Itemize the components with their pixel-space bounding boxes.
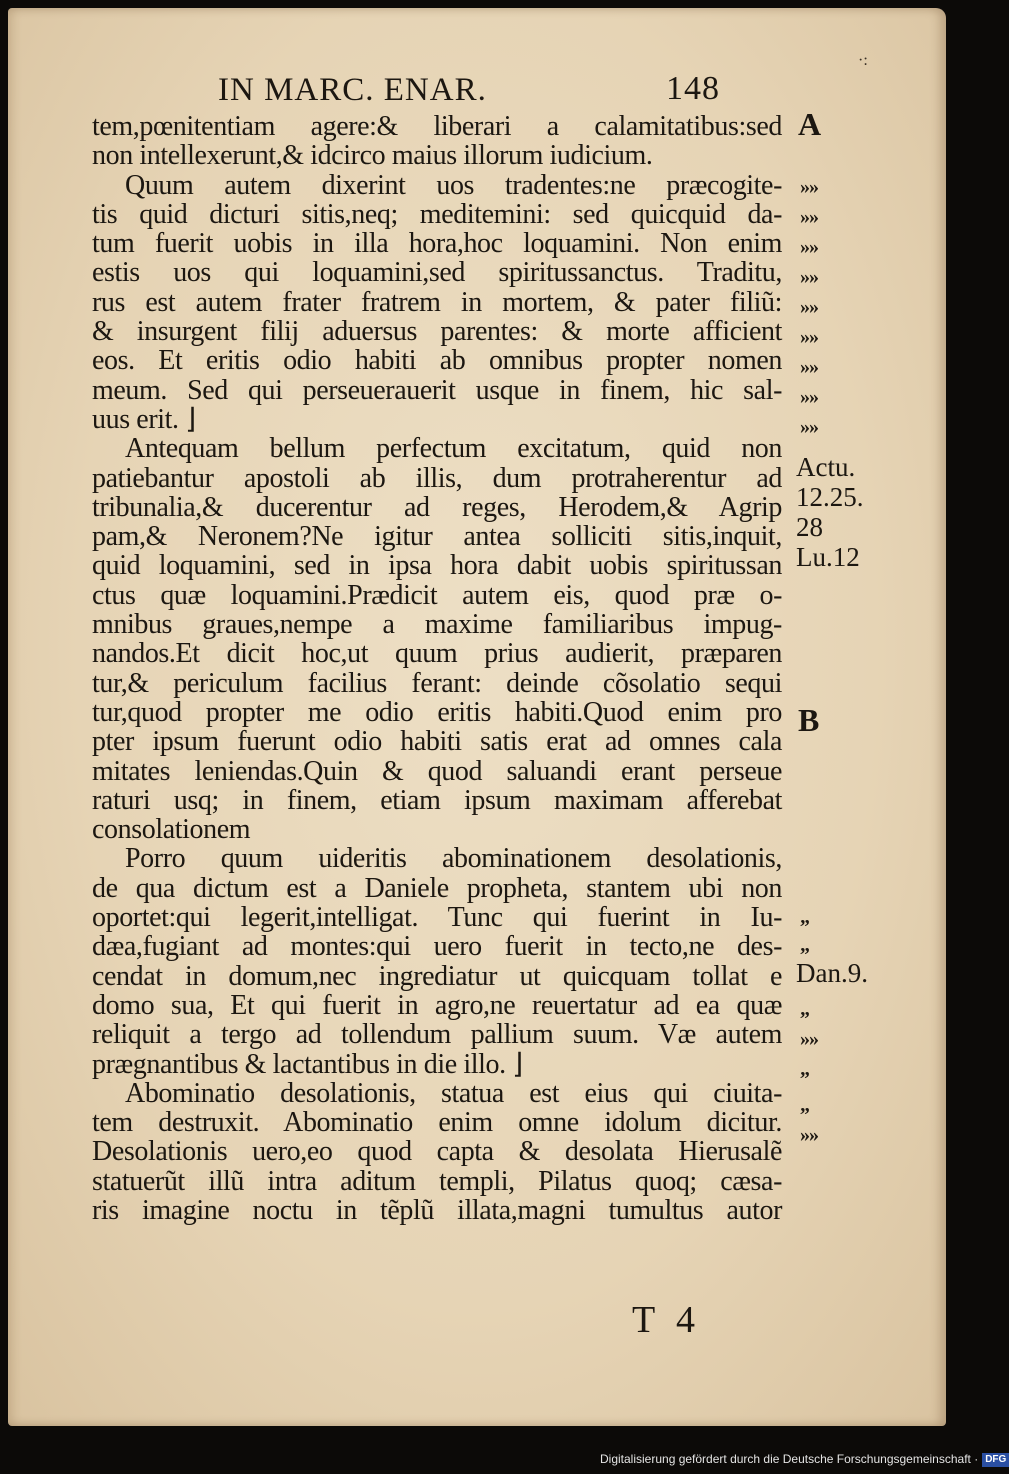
digitization-credit	[600, 1452, 1007, 1470]
text-line: ctus quæ loquamini.Prædicit autem eis, quod præ o-	[92, 579, 782, 611]
quote-mark: »»	[800, 236, 818, 258]
text-line: oportet:qui legerit,intelligat. Tunc qui fuerint in Iu-	[92, 902, 782, 934]
text-line: raturi usq; in finem, etiam ipsum maximam afferebat	[92, 784, 782, 816]
text-line: dæa,fugiant ad montes:qui uero fuerit in tecto,ne des-	[92, 931, 782, 963]
text-line: prægnantibus & lactantibus in die illo. ⌋	[92, 1048, 523, 1080]
text-line: pter ipsum fuerunt odio habiti satis erat ad omnes cala	[92, 726, 782, 758]
text-line: tur,& periculum facilius ferant: deinde cõsolatio sequi	[92, 667, 782, 699]
margin-reference: 12.25.	[796, 482, 864, 512]
margin-letter-b: B	[798, 702, 820, 738]
book-page	[8, 8, 946, 1426]
quote-mark: »»	[800, 416, 818, 438]
quote-mark: »»	[800, 296, 818, 318]
margin-reference: Lu.12	[796, 542, 860, 572]
text-line: quid loquamini, sed in ipsa hora dabit uobis spiritussan	[92, 550, 782, 582]
text-line: statuerũt illũ intra aditum templi, Pilatus quoq; cæsa-	[92, 1165, 782, 1197]
text-line: mitates leniendas.Quin & quod saluandi erant perseue	[92, 755, 782, 787]
text-line: Porro quum uideritis abominationem desolationis,	[125, 843, 782, 875]
page-header	[218, 72, 738, 112]
text-line: tem,pœnitentiam agere:& liberari a calamitatibus:sed	[92, 111, 782, 142]
quote-mark: „	[800, 1058, 809, 1080]
text-line: non intellexerunt,& idcirco maius illorum iudicium.	[92, 140, 653, 172]
text-line: estis uos qui loquamini,sed spiritussanctus. Traditu,	[92, 257, 782, 289]
margin-reference: 28	[796, 512, 823, 542]
body-text	[92, 112, 782, 1225]
text-line: tur,quod propter me odio eritis habiti.Quod enim pro	[92, 696, 782, 728]
text-line: Antequam bellum perfectum excitatum, quid non	[125, 433, 782, 465]
quote-mark: „	[800, 934, 809, 956]
text-line: reliquit a tergo ad tollendum pallium suum. Væ autem	[92, 1019, 782, 1051]
dfg-logo-icon: DFG	[982, 1453, 1009, 1467]
running-title: IN MARC. ENAR.	[218, 72, 487, 108]
text-line: Desolationis uero,eo quod capta & desolata Hierusalẽ	[92, 1136, 782, 1168]
quote-mark: »»	[800, 356, 818, 378]
quote-mark: »»	[800, 326, 818, 348]
text-line: cendat in domum,nec ingrediatur ut quicquam tollat e	[92, 960, 782, 992]
corner-mark: ·:	[858, 52, 868, 69]
text-line: patiebantur apostoli ab illis, dum protraherentur ad	[92, 462, 782, 494]
margin-reference: Actu.	[796, 452, 856, 482]
text-line: rus est autem frater fratrem in mortem, & pater filiũ:	[92, 286, 782, 318]
quote-mark: »»	[800, 1124, 818, 1146]
text-line: nandos.Et dicit hoc,ut quum prius audierit, præparen	[92, 638, 782, 670]
margin-letter-a: A	[798, 106, 822, 142]
text-line: & insurgent filij aduersus parentes: & morte afficient	[92, 316, 782, 348]
credit-text: Digitalisierung gefördert durch die Deutsche Forschungsgemeinschaft ·	[600, 1452, 979, 1466]
quote-mark: „	[800, 998, 809, 1020]
text-line: pam,& Neronem?Ne igitur antea solliciti sitis,inquit,	[92, 521, 782, 553]
quote-mark: »»	[800, 386, 818, 408]
quote-mark: „	[800, 1094, 809, 1116]
text-line: eos. Et eritis odio habiti ab omnibus propter nomen	[92, 345, 782, 377]
text-line: uus erit. ⌋	[92, 403, 196, 435]
quote-mark: »»	[800, 176, 818, 198]
signature-mark: T 4	[632, 1299, 702, 1341]
text-line: tem destruxit. Abominatio enim omne idolum dicitur.	[92, 1107, 782, 1139]
text-line: mnibus graues,nempe a maxime familiaribus impug-	[92, 609, 782, 641]
text-line: meum. Sed qui perseuerauerit usque in finem, hic sal-	[92, 374, 782, 406]
margin-reference: Dan.9.	[796, 958, 868, 988]
quote-mark: »»	[800, 206, 818, 228]
text-line: tis quid dicturi sitis,neq; meditemini: sed quicquid da-	[92, 198, 782, 230]
quote-mark: „	[800, 906, 809, 928]
quote-mark: »»	[800, 1028, 818, 1050]
text-line: Quum autem dixerint uos tradentes:ne præcogite-	[125, 169, 782, 201]
text-line: tum fuerit uobis in illa hora,hoc loquamini. Non enim	[92, 228, 782, 260]
text-line: tribunalia,& ducerentur ad reges, Herodem,& Agrip	[92, 491, 782, 523]
folio-number: 148	[666, 70, 720, 107]
text-line: consolationem	[92, 814, 251, 846]
text-line: de qua dictum est a Daniele propheta, stantem ubi non	[92, 872, 782, 904]
quote-mark: »»	[800, 266, 818, 288]
text-line: ris imagine noctu in tẽplũ illata,magni tumultus autor	[92, 1194, 782, 1226]
text-line: Abominatio desolationis, statua est eius qui ciuita-	[125, 1077, 782, 1109]
text-line: domo sua, Et qui fuerit in agro,ne reuertatur ad ea quæ	[92, 989, 782, 1021]
